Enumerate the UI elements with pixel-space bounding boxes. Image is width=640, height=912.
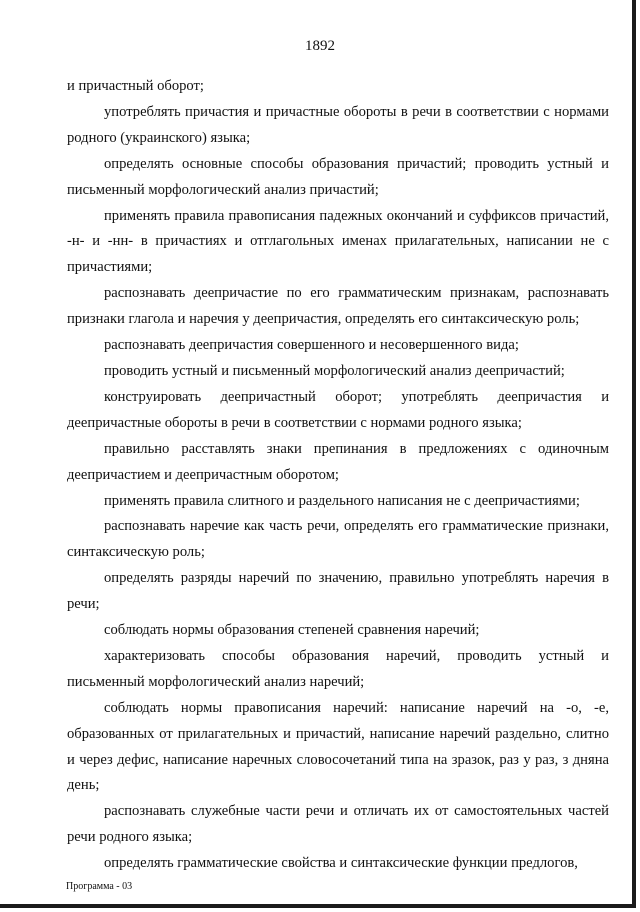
- page-number: 1892: [305, 38, 335, 54]
- paragraph: употреблять причастия и причастные обороты в речи в соответствии с нормами родного (украинского) языка;: [67, 103, 609, 146]
- body-text: [67, 74, 609, 877]
- paragraph: распознавать наречие как часть речи, определять его грамматические признаки, синтаксическую роль;: [67, 518, 609, 561]
- paragraph: конструировать деепричастный оборот; употреблять деепричастия и деепричастные обороты в речи в соответствии с нормами родного языка;: [67, 388, 609, 431]
- paragraph: определять разряды наречий по значению, правильно употреблять наречия в речи;: [67, 570, 609, 613]
- page-footer: Программа - 03: [66, 881, 133, 892]
- paragraph: применять правила правописания падежных окончаний и суффиксов причастий, -н- и -нн- в причастиях и отглагольных именах прилагательных, написании не с причастиями;: [67, 207, 609, 276]
- paragraph: определять основные способы образования причастий; проводить устный и письменный морфологический анализ причастий;: [67, 155, 609, 198]
- paragraph: распознавать деепричастия совершенного и несовершенного вида;: [104, 337, 519, 354]
- paragraph: соблюдать нормы правописания наречий: написание наречий на -о, -е, образованных от прилагательных и причастий, написание наречий раздельно, слитно и через дефис, написание наречных словосочетаний типа на зразок, раз у раз, з дняна день;: [67, 699, 609, 794]
- paragraph: распознавать служебные части речи и отличать их от самостоятельных частей речи родного языка;: [67, 803, 609, 846]
- paragraph: проводить устный и письменный морфологический анализ деепричастий;: [104, 362, 565, 379]
- paragraph: применять правила слитного и раздельного написания не с деепричастиями;: [104, 492, 580, 509]
- paragraph: правильно расставлять знаки препинания в предложениях с одиночным деепричастием и деепричастным оборотом;: [67, 440, 609, 483]
- paragraph: и причастный оборот;: [67, 78, 204, 94]
- paragraph: распознавать деепричастие по его грамматическим признакам, распознавать признаки глагола и наречия у деепричастия, определять его синтаксическую роль;: [67, 285, 609, 328]
- paragraph: характеризовать способы образования наречий, проводить устный и письменный морфологический анализ наречий;: [67, 647, 609, 690]
- paragraph: соблюдать нормы образования степеней сравнения наречий;: [104, 622, 480, 639]
- paragraph: определять грамматические свойства и синтаксические функции предлогов,: [104, 855, 578, 872]
